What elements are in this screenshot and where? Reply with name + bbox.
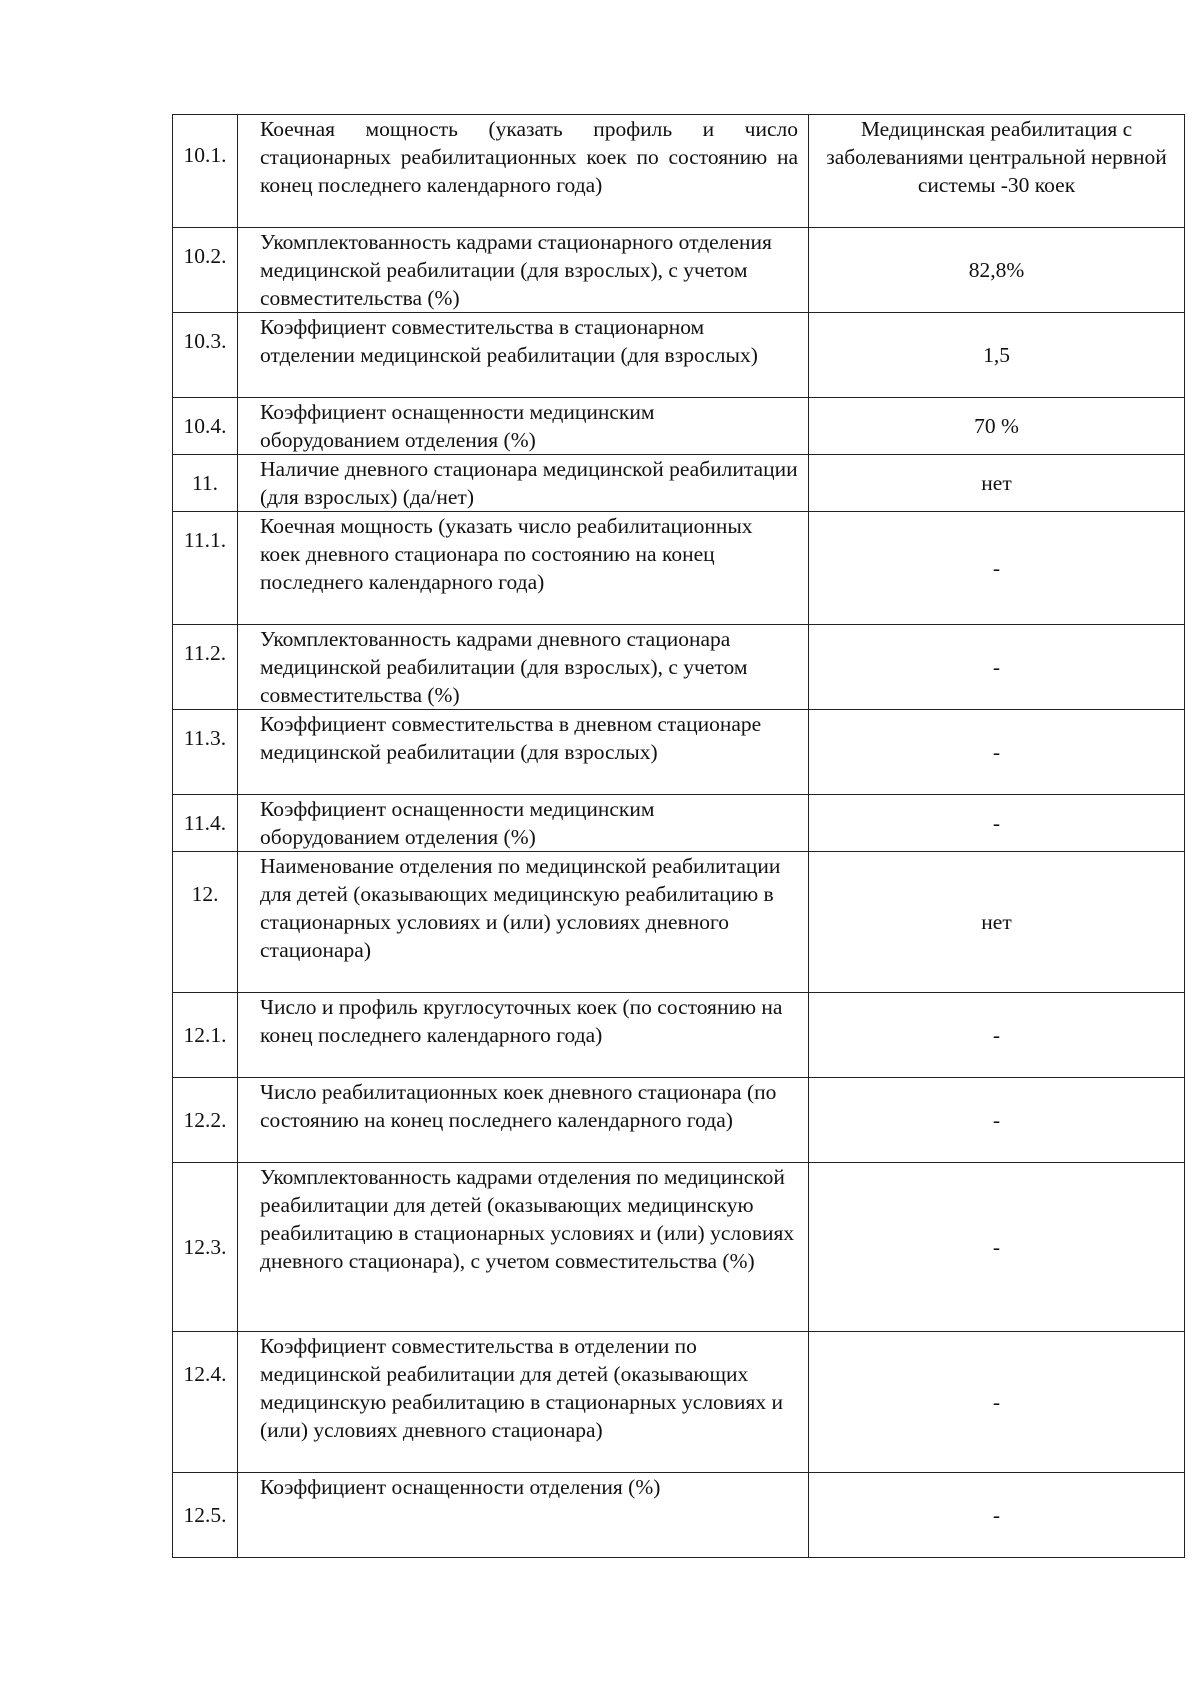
- table-row: [173, 455, 1185, 512]
- row-value: 82,8%: [809, 228, 1185, 313]
- row-number: 11.3.: [173, 710, 238, 795]
- table-row: [173, 1332, 1185, 1473]
- row-value: -: [809, 1163, 1185, 1332]
- row-number: 12.5.: [173, 1473, 238, 1558]
- table-row: [173, 512, 1185, 625]
- row-description: Укомплектованность кадрами стационарного отделения медицинской реабилитации (для взрослых), с учетом совместительства (%): [238, 228, 809, 313]
- table-row: [173, 398, 1185, 455]
- row-value: -: [809, 710, 1185, 795]
- row-description: Коэффициент оснащенности медицинским оборудованием отделения (%): [238, 398, 809, 455]
- row-number: 12.2.: [173, 1078, 238, 1163]
- row-number: 12.: [173, 852, 238, 993]
- row-value: -: [809, 795, 1185, 852]
- row-description: Коэффициент совместительства в отделении по медицинской реабилитации для детей (оказывающих медицинскую реабилитацию в стационарных условиях и (или) условиях дневного стационара): [238, 1332, 809, 1473]
- row-value: -: [809, 1332, 1185, 1473]
- row-description: Наименование отделения по медицинской реабилитации для детей (оказывающих медицинскую реабилитацию в стационарных условиях и (или) условиях дневного стационара): [238, 852, 809, 993]
- table-row: [173, 1163, 1185, 1332]
- table-row: [173, 993, 1185, 1078]
- table-row: [173, 795, 1185, 852]
- table-row: [173, 115, 1185, 228]
- row-description: Коечная мощность (указать профиль и число стационарных реабилитационных коек по состоянию на конец последнего календарного года): [238, 115, 809, 228]
- table-row: [173, 228, 1185, 313]
- row-number: 10.4.: [173, 398, 238, 455]
- row-number: 11.4.: [173, 795, 238, 852]
- row-value: 70 %: [809, 398, 1185, 455]
- row-value: -: [809, 993, 1185, 1078]
- table-row: [173, 313, 1185, 398]
- row-number: 11.1.: [173, 512, 238, 625]
- row-value: нет: [809, 455, 1185, 512]
- row-number: 10.3.: [173, 313, 238, 398]
- row-value: -: [809, 512, 1185, 625]
- table-row: [173, 625, 1185, 710]
- row-value: Медицинская реабилитация с заболеваниями центральной нервной системы -30 коек: [809, 115, 1185, 228]
- row-description: Коечная мощность (указать число реабилитационных коек дневного стационара по состоянию на конец последнего календарного года): [238, 512, 809, 625]
- row-number: 11.: [173, 455, 238, 512]
- row-description: Коэффициент совместительства в стационарном отделении медицинской реабилитации (для взрослых): [238, 313, 809, 398]
- row-value: нет: [809, 852, 1185, 993]
- row-value: -: [809, 1473, 1185, 1558]
- row-value: -: [809, 1078, 1185, 1163]
- row-number: 12.3.: [173, 1163, 238, 1332]
- table-row: [173, 1473, 1185, 1558]
- row-description: Коэффициент совместительства в дневном стационаре медицинской реабилитации (для взрослых): [238, 710, 809, 795]
- row-description: Укомплектованность кадрами дневного стационара медицинской реабилитации (для взрослых), с учетом совместительства (%): [238, 625, 809, 710]
- rehabilitation-data-table: [172, 114, 1185, 1558]
- table-row: [173, 1078, 1185, 1163]
- row-number: 12.4.: [173, 1332, 238, 1473]
- row-description: Число и профиль круглосуточных коек (по состоянию на конец последнего календарного года): [238, 993, 809, 1078]
- row-value: 1,5: [809, 313, 1185, 398]
- table-row: [173, 852, 1185, 993]
- row-number: 10.2.: [173, 228, 238, 313]
- row-description: Коэффициент оснащенности медицинским оборудованием отделения (%): [238, 795, 809, 852]
- row-value: -: [809, 625, 1185, 710]
- row-description: Число реабилитационных коек дневного стационара (по состоянию на конец последнего календарного года): [238, 1078, 809, 1163]
- row-number: 12.1.: [173, 993, 238, 1078]
- row-description: Укомплектованность кадрами отделения по медицинской реабилитации для детей (оказывающих медицинскую реабилитацию в стационарных условиях и (или) условиях дневного стационара), с учетом совместительства (%): [238, 1163, 809, 1332]
- table-row: [173, 710, 1185, 795]
- row-description: Наличие дневного стационара медицинской реабилитации (для взрослых) (да/нет): [238, 455, 809, 512]
- row-number: 11.2.: [173, 625, 238, 710]
- row-description: Коэффициент оснащенности отделения (%): [238, 1473, 809, 1558]
- row-number: 10.1.: [173, 115, 238, 228]
